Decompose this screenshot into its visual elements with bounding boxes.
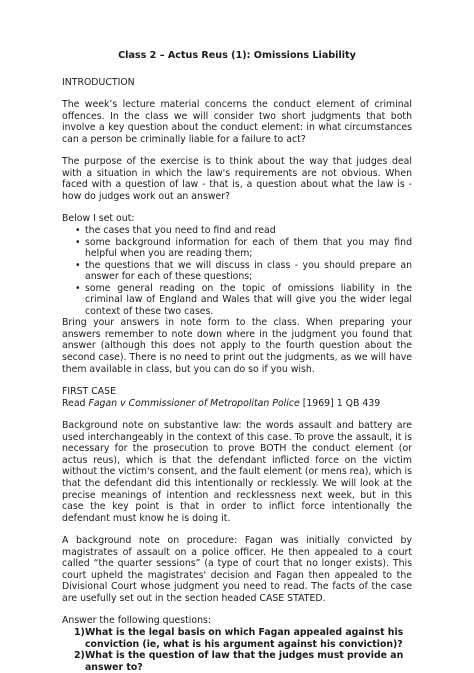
case-reference: Read Fagan v Commissioner of Metropolitan Police [1969] 1 QB 439 — [62, 397, 381, 409]
procedure-note: A background note on procedure: Fagan was initially convicted by magistrates of assault on a police officer. He then appealed to a court called “the quarter sessions” (a type of court that no longer exists). This court upheld the magistrates' decision and Fagan then appealed to the Divisional Court whose judgment you need to read. The facts of the case are usefully set out in the section headed CASE STATED. — [62, 535, 412, 604]
set-out-list — [62, 225, 412, 317]
bullet-icon: • — [75, 259, 81, 271]
substantive-law-note: Background note on substantive law: the words assault and battery are used interchangeably in the context of this case. To prove the assault, it is necessary for the prosecution to prove BOTH the conduct element (or actus reus), which is that the defendant inflicted force on the victim without the victim's consent, and the fault element (or mens rea), which is that the defendant did this intentionally or recklessly. We will look at the precise meanings of intention and recklessness next week, but in this case the key point is that in order to inflict force intentionally the defendant must know he is doing it. — [62, 420, 413, 524]
answer-intro: Answer the following questions: — [62, 615, 212, 627]
case-name: Fagan v Commissioner of Metropolitan Police — [88, 397, 300, 409]
intro-paragraph-1: The week’s lecture material concerns the conduct element of criminal offences. In the class we will consider two short judgments that both involve a key question about the conduct element: in what circumstances can a person be criminally liable for a failure to act? — [62, 99, 412, 145]
set-out-line: Below I set out: — [62, 213, 135, 225]
case-citation: [1969] 1 QB 439 — [299, 397, 381, 409]
question-list — [62, 627, 412, 673]
list-item: • some background information for each of them that you may find helpful when you are reading them; — [75, 236, 412, 260]
list-item: • some general reading on the topic of omissions liability in the criminal law of England and Wales that will give you the wider legal context of these two cases. — [75, 282, 412, 317]
question-item: 2) What is the question of law that the judges must provide an answer to? — [74, 650, 404, 673]
instructions-paragraph: Bring your answers in note form to the class. When preparing your answers remember to note down where in the judgment you found that answer (although this does not apply to the fourth question about the second case). There is no need to print out the judgments, as we will have them available in class, but you can do so if you wish. — [62, 317, 412, 375]
list-item: • the questions that we will discuss in class - you should prepare an answer for each of these questions; — [75, 259, 412, 283]
introduction-heading: INTRODUCTION — [62, 76, 135, 88]
question-item: 1) What is the legal basis on which Fagan appealed against his conviction (ie, what is his argument against his conviction)? — [74, 626, 404, 650]
bullet-icon: • — [75, 282, 81, 294]
document-title: Class 2 – Actus Reus (1): Omissions Liability — [118, 50, 356, 61]
bullet-icon: • — [75, 225, 81, 237]
first-case-heading: FIRST CASE — [62, 386, 116, 398]
bullet-icon: • — [75, 236, 81, 248]
intro-paragraph-2: The purpose of the exercise is to think about the way that judges deal with a situation in which the law's requirements are not obvious. When faced with a question of law - that is, a question about what the law is - how do judges work out an answer? — [62, 156, 412, 202]
list-item: • the cases that you need to find and read — [75, 225, 276, 237]
